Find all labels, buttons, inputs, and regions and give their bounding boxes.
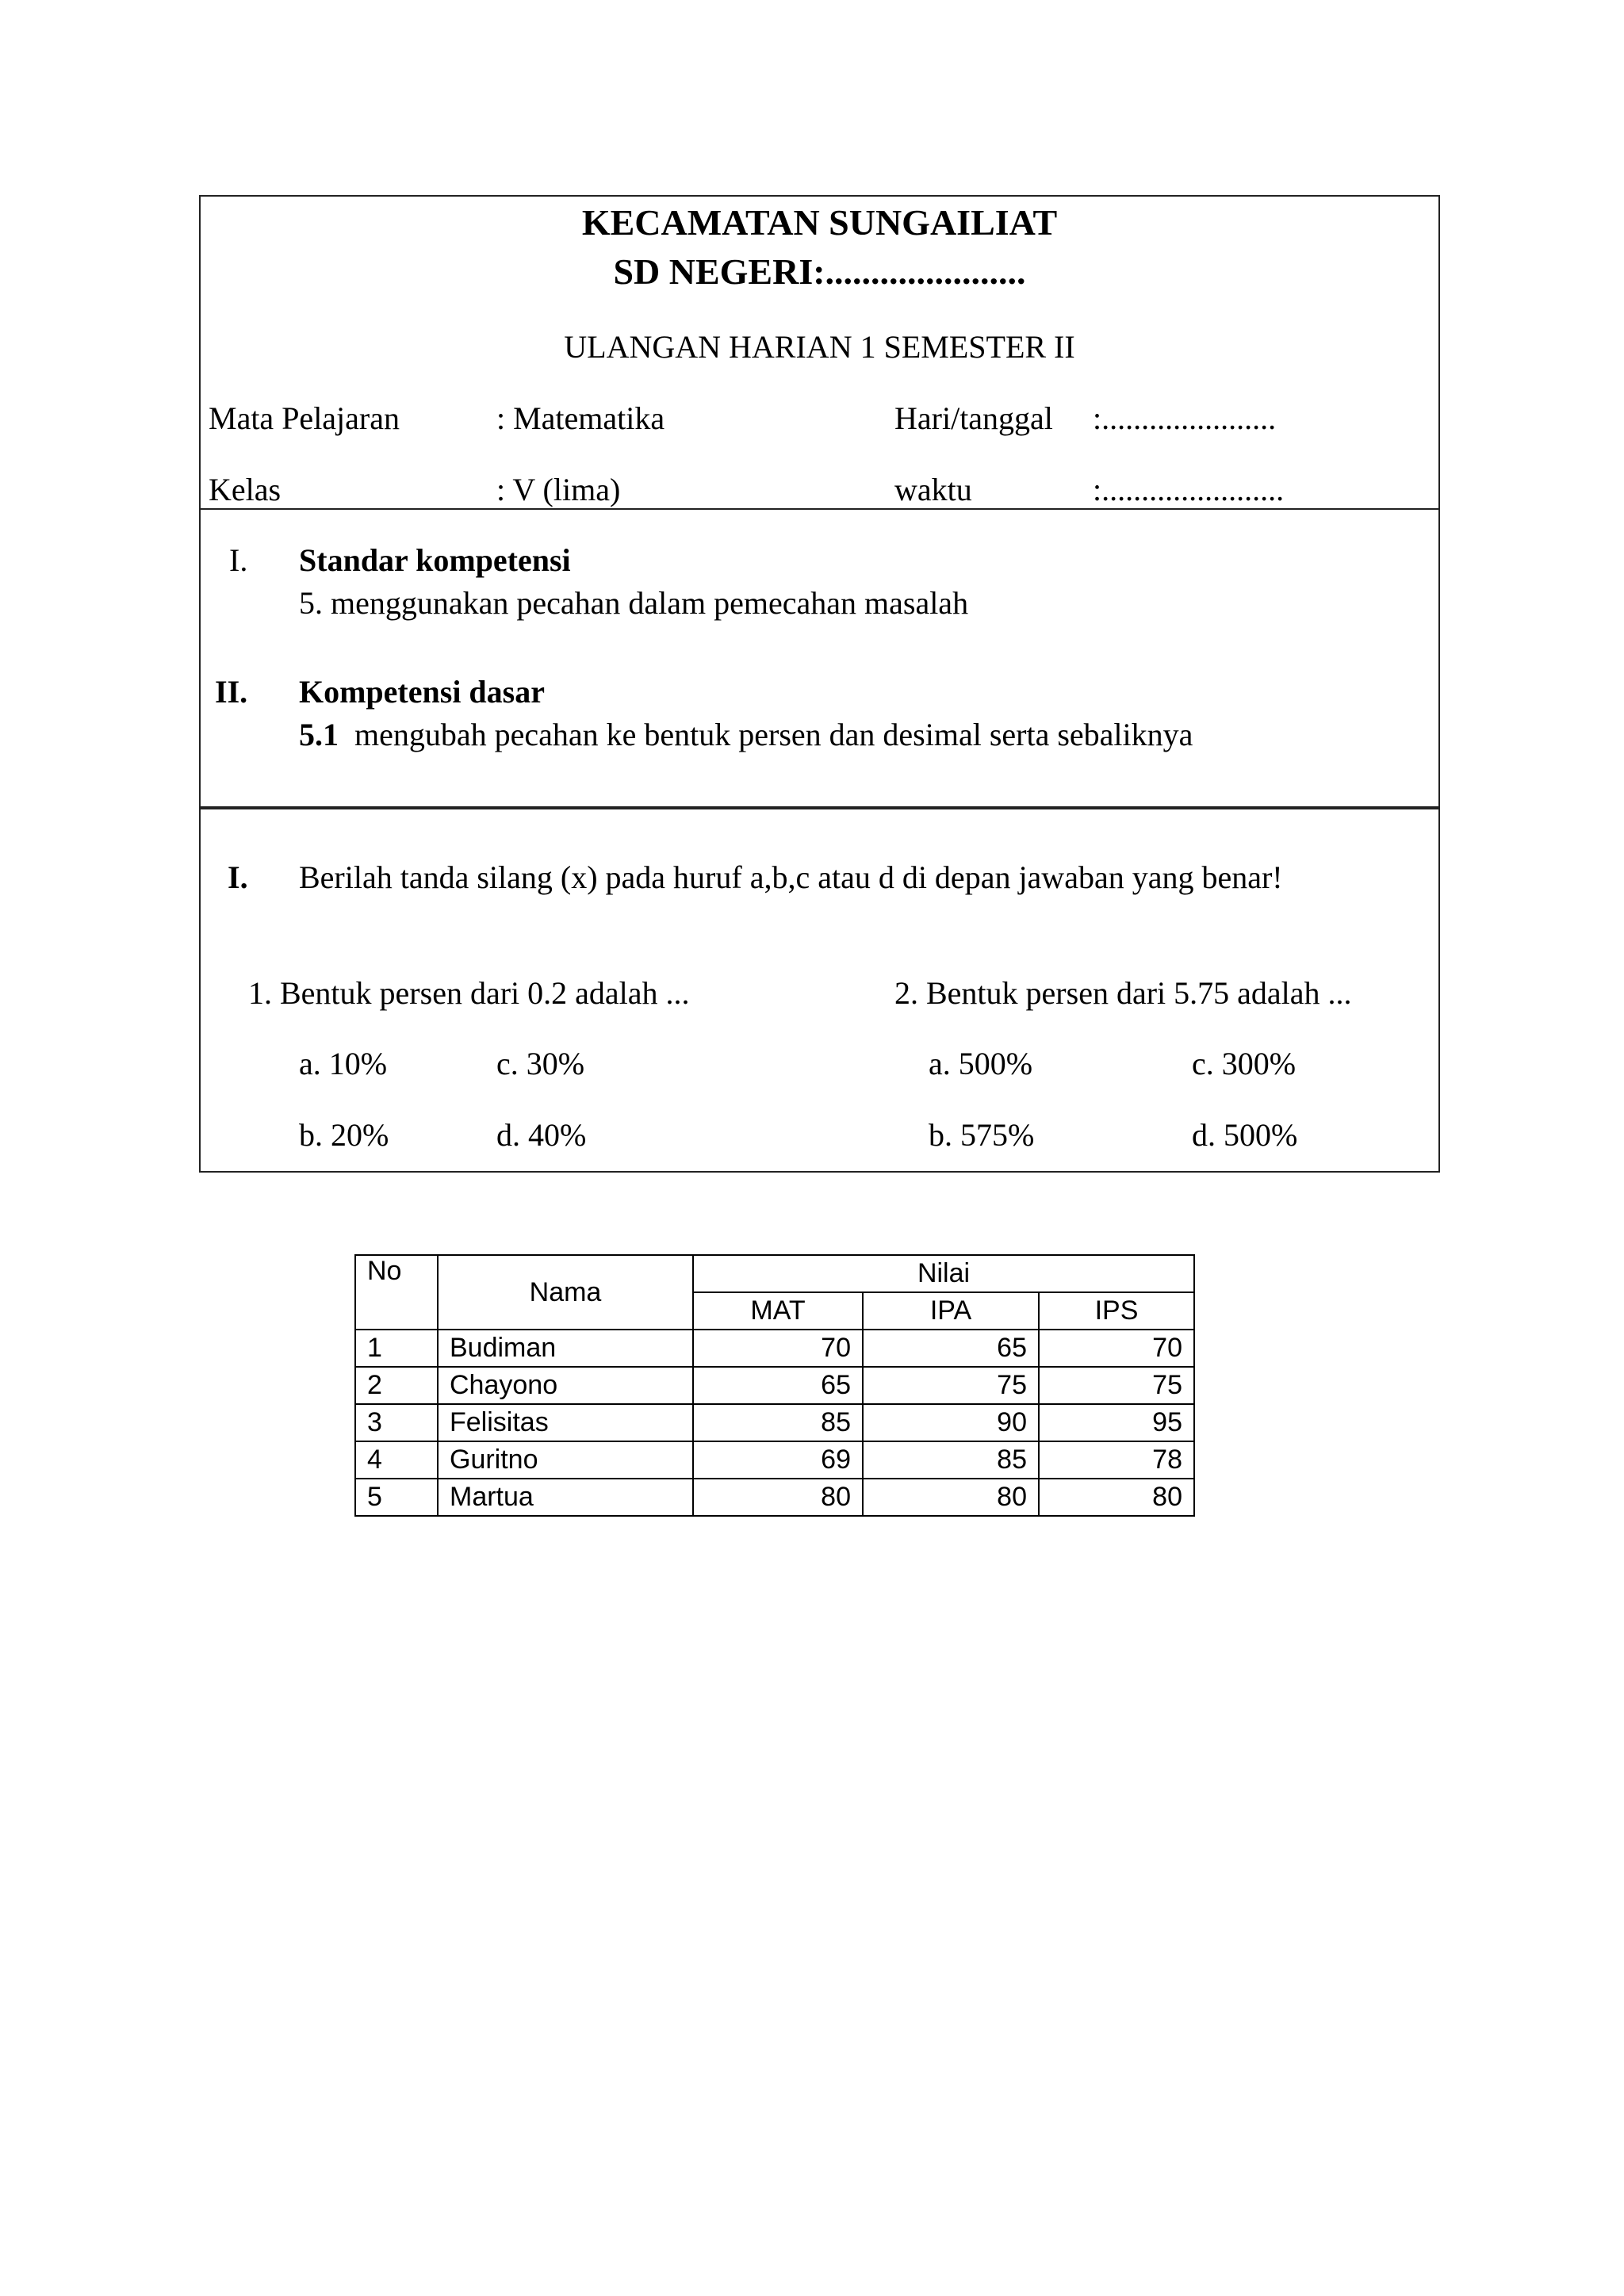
cell-ips: 80 <box>1039 1479 1194 1516</box>
q1-option-c: c. 30% <box>496 1046 585 1081</box>
cell-ips: 78 <box>1039 1441 1194 1479</box>
date-label: Hari/tanggal <box>894 400 1053 436</box>
basic-item-text: mengubah pecahan ke bentuk persen dan desimal serta sebaliknya <box>354 717 1193 752</box>
standard-number: I. <box>229 542 248 578</box>
cell-mat: 80 <box>693 1479 863 1516</box>
cell-ipa: 85 <box>863 1441 1039 1479</box>
header-ips: IPS <box>1039 1292 1194 1330</box>
basic-number: II. <box>215 674 248 710</box>
cell-ips: 70 <box>1039 1330 1194 1367</box>
subject-value: : Matematika <box>496 400 665 436</box>
standard-title: Standar kompetensi <box>299 542 571 578</box>
cell-mat: 85 <box>693 1404 863 1441</box>
cell-no: 1 <box>355 1330 438 1367</box>
cell-mat: 70 <box>693 1330 863 1367</box>
date-value: :...................... <box>1093 400 1277 436</box>
q1-option-a: a. 10% <box>299 1046 388 1081</box>
cell-name: Felisitas <box>438 1404 693 1441</box>
exam-header-box <box>199 195 1440 510</box>
question-2: 2. Bentuk persen dari 5.75 adalah ... <box>894 975 1352 1011</box>
q2-option-a: a. 500% <box>929 1046 1033 1081</box>
cell-ipa: 90 <box>863 1404 1039 1441</box>
cell-ips: 95 <box>1039 1404 1194 1441</box>
cell-name: Martua <box>438 1479 693 1516</box>
cell-name: Budiman <box>438 1330 693 1367</box>
basic-item-number: 5.1 <box>299 717 339 752</box>
cell-name: Chayono <box>438 1367 693 1404</box>
table-header-row <box>355 1255 1194 1292</box>
competency-box <box>199 508 1440 808</box>
cell-ipa: 80 <box>863 1479 1039 1516</box>
table-row <box>355 1441 1194 1479</box>
header-no: No <box>355 1255 438 1330</box>
subject-label: Mata Pelajaran <box>209 400 400 436</box>
cell-no: 2 <box>355 1367 438 1404</box>
q2-option-b: b. 575% <box>929 1117 1035 1153</box>
instruction-text: Berilah tanda silang (x) pada huruf a,b,c atau d di depan jawaban yang benar! <box>299 859 1283 895</box>
questions-box <box>199 808 1440 1173</box>
class-label: Kelas <box>209 472 282 507</box>
table-row <box>355 1330 1194 1367</box>
q2-option-d: d. 500% <box>1192 1117 1298 1153</box>
exam-title: ULANGAN HARIAN 1 SEMESTER II <box>564 329 1075 365</box>
header-mat: MAT <box>693 1292 863 1330</box>
cell-ipa: 65 <box>863 1330 1039 1367</box>
q1-option-d: d. 40% <box>496 1117 587 1153</box>
header-ipa: IPA <box>863 1292 1039 1330</box>
time-value: :....................... <box>1093 472 1285 507</box>
header-nilai: Nilai <box>693 1255 1194 1292</box>
table-row <box>355 1367 1194 1404</box>
cell-ipa: 75 <box>863 1367 1039 1404</box>
cell-no: 3 <box>355 1404 438 1441</box>
q2-option-c: c. 300% <box>1192 1046 1297 1081</box>
table-row <box>355 1404 1194 1441</box>
class-value: : V (lima) <box>496 472 621 507</box>
cell-no: 5 <box>355 1479 438 1516</box>
grades-table <box>354 1254 1195 1517</box>
standard-item: 5. menggunakan pecahan dalam pemecahan masalah <box>299 585 969 621</box>
header-name: Nama <box>438 1255 693 1330</box>
question-1: 1. Bentuk persen dari 0.2 adalah ... <box>248 975 690 1011</box>
school-title: SD NEGERI:...................... <box>613 251 1026 292</box>
time-label: waktu <box>894 472 972 507</box>
table-row <box>355 1479 1194 1516</box>
cell-no: 4 <box>355 1441 438 1479</box>
basic-item <box>299 716 1193 753</box>
cell-mat: 65 <box>693 1367 863 1404</box>
cell-mat: 69 <box>693 1441 863 1479</box>
basic-title: Kompetensi dasar <box>299 674 545 710</box>
cell-ips: 75 <box>1039 1367 1194 1404</box>
section-number: I. <box>228 859 248 895</box>
cell-name: Guritno <box>438 1441 693 1479</box>
district-title: KECAMATAN SUNGAILIAT <box>581 202 1058 243</box>
q1-option-b: b. 20% <box>299 1117 389 1153</box>
